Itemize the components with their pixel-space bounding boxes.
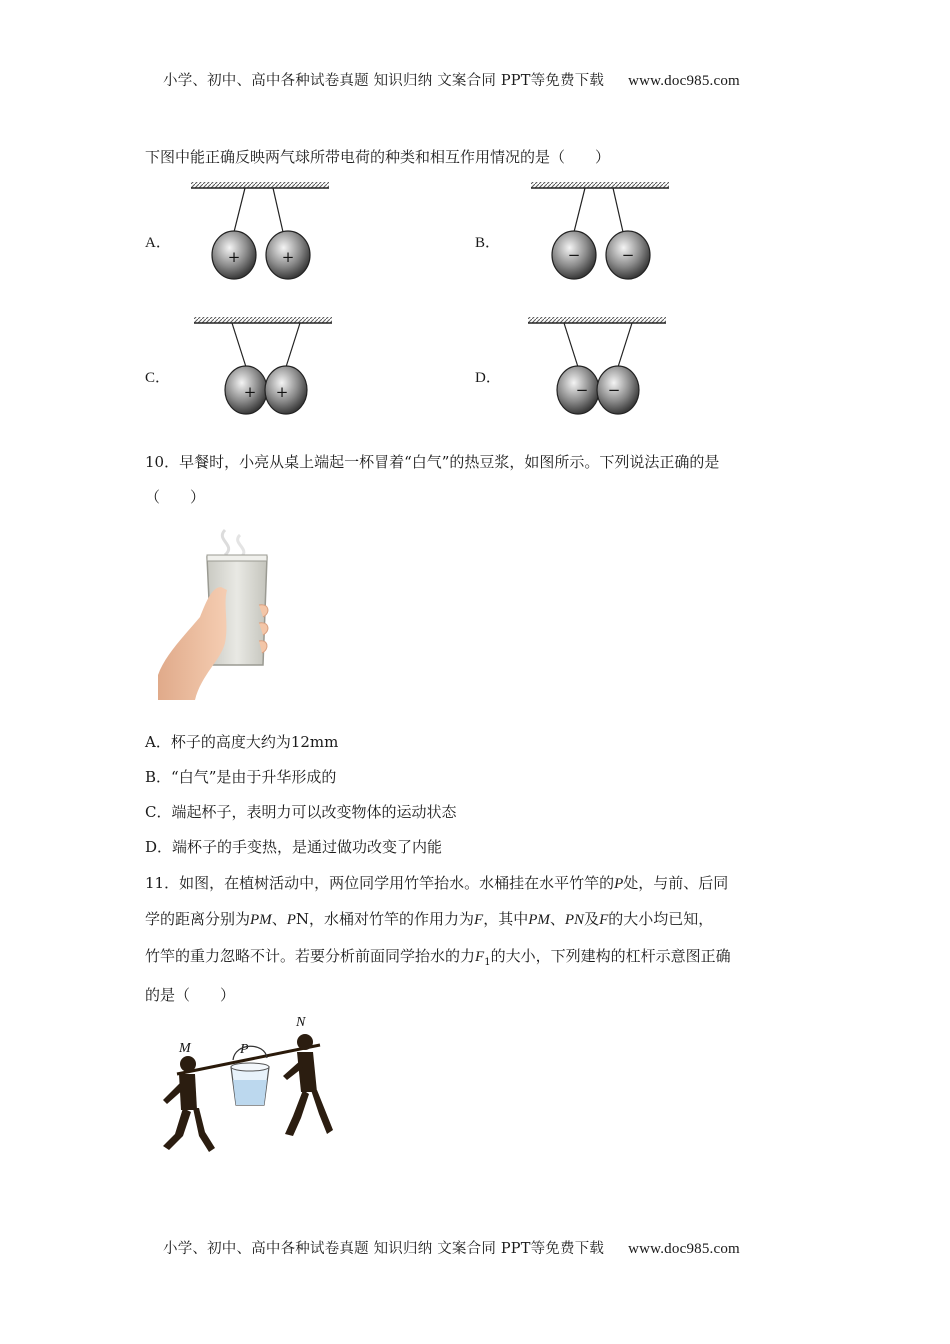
- footer-url[interactable]: www.doc985.com: [628, 1241, 740, 1257]
- label-m: M: [179, 1041, 191, 1056]
- question-9-stem: 下图中能正确反映两气球所带电荷的种类和相互作用情况的是（ ）: [145, 148, 611, 166]
- balloon-figure-d: [524, 315, 674, 415]
- charge-sign: −: [621, 246, 635, 264]
- question-11-line1: 11．如图，在植树活动中，两位同学用竹竿抬水。水桶挂在水平竹竿的P处，与前、后同: [145, 874, 729, 892]
- question-10-stem-line1: 10．早餐时，小亮从桌上端起一杯冒着“白气”的热豆浆，如图所示。下列说法正确的是: [145, 453, 720, 471]
- charge-sign: −: [607, 381, 621, 399]
- balloon-figure-c: [190, 315, 340, 415]
- page-header: [163, 69, 740, 90]
- charge-sign: +: [275, 383, 289, 401]
- header-text: 小学、初中、高中各种试卷真题 知识归纳 文案合同 PPT等免费下载: [163, 73, 605, 89]
- balloon-figure-b: [527, 180, 677, 280]
- header-url[interactable]: www.doc985.com: [628, 73, 740, 89]
- option-b-label: B．: [475, 235, 501, 251]
- charge-sign: +: [281, 248, 295, 266]
- soymilk-glass-figure: [155, 525, 285, 700]
- charge-sign: −: [575, 381, 589, 399]
- label-n: N: [296, 1015, 306, 1030]
- question-11-line4: 的是（ ）: [145, 986, 236, 1004]
- option-a-label: A．: [145, 235, 171, 251]
- question-10-option-c: C．端起杯子，表明力可以改变物体的运动状态: [145, 803, 457, 821]
- option-d-label: D．: [475, 370, 501, 386]
- balloon-figure-a: [187, 180, 337, 280]
- question-11-line3: 竹竿的重力忽略不计。若要分析前面同学抬水的力$F_1$的大小，下列建构的杠杆示意图正确: [145, 947, 731, 968]
- question-11-line2: 学的距离分别为PM、PN，水桶对竹竿的作用力为F，其中PM、PN及F的大小均已知，: [145, 910, 714, 928]
- label-p: P: [240, 1042, 249, 1057]
- question-10-option-d: D．端杯子的手变热，是通过做功改变了内能: [145, 838, 443, 856]
- question-10-option-b: B．“白气”是由于升华形成的: [145, 768, 337, 786]
- question-10-option-a: A．杯子的高度大约为12mm: [145, 733, 339, 751]
- question-10-stem-line2: （ ）: [145, 488, 206, 506]
- charge-sign: +: [227, 248, 241, 266]
- page-footer: [163, 1237, 740, 1258]
- charge-sign: −: [567, 246, 581, 264]
- charge-sign: +: [243, 383, 257, 401]
- pole-carrying-figure: [155, 1012, 345, 1162]
- option-c-label: C．: [145, 370, 171, 386]
- footer-text: 小学、初中、高中各种试卷真题 知识归纳 文案合同 PPT等免费下载: [163, 1241, 605, 1257]
